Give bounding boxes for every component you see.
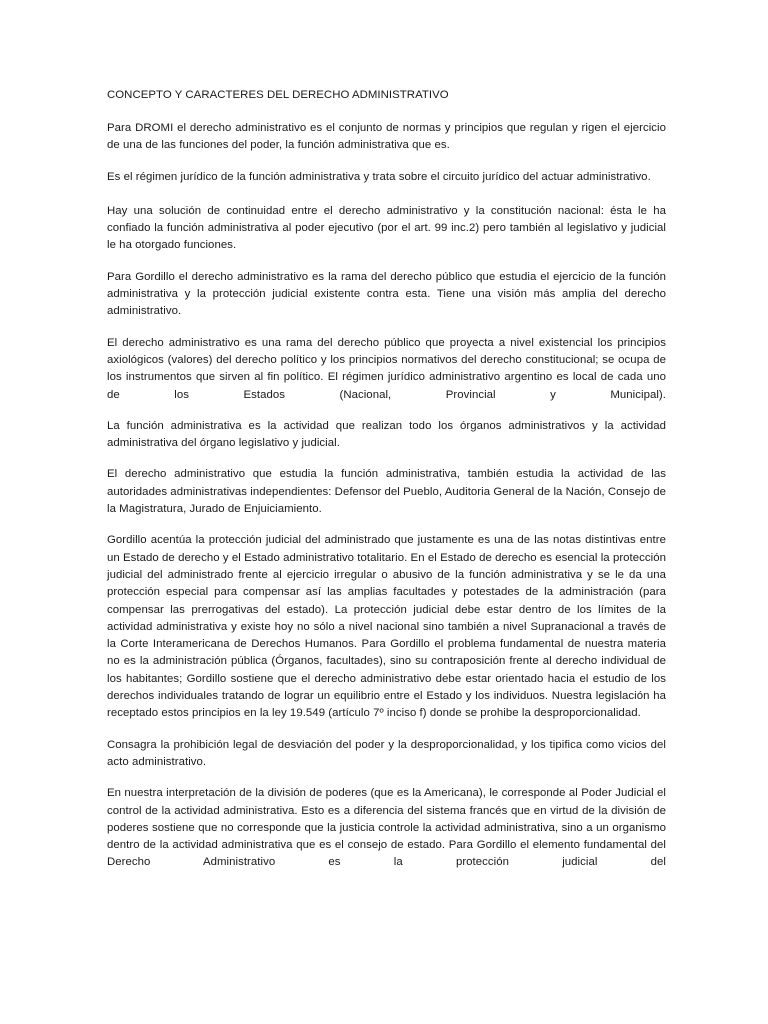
paragraph-dromi-definition: Para DROMI el derecho administrativo es el conjunto de normas y principios que regulan y rigen el ejercicio de una de las funciones del poder, la función administrativa que es. [107,122,666,152]
paragraph-gordillo-definition: Para Gordillo el derecho administrativo es la rama del derecho público que estudia el ejercicio de la función administrativa y la protección judicial existente contra esta. Tiene una visión más amplia del derecho administrativo. [107,270,666,318]
paragraph-regimen-juridico: Es el régimen jurídico de la función administrativa y trata sobre el circuito jurídico del actuar administrativo. [107,170,651,183]
paragraph-funcion-administrativa: La función administrativa es la actividad que realizan todo los órganos administrativos y la actividad administrativa del órgano legislativo y judicial. [107,419,666,450]
paragraph-autoridades-independientes: El derecho administrativo que estudia la función administrativa, también estudia la actividad de las autoridades administrativas independientes: Defensor del Pueblo, Auditoria General de la Nación, Consejo de la Magistratura, Jurado de Enjuiciamiento. [107,468,666,516]
paragraph-desviacion-poder: Consagra la prohibición legal de desviación del poder y la desproporcionalidad, y los tipifica como vicios del acto administrativo. [107,738,666,768]
paragraph-rama-derecho-publico: El derecho administrativo es una rama del derecho público que proyecta a nivel existencial los principios axiológicos (valores) del derecho político y los principios normativos del derecho constitucional; se ocupa de los instrumentos que sirven al fin político. El régimen jurídico administrativo argentino es local de cada uno de los Estados (Nacional, Provincial y Municipal). [107,336,666,401]
paragraph-proteccion-judicial: Gordillo acentúa la protección judicial del administrado que justamente es una de las notas distintivas entre un Estado de derecho y el Estado administrativo totalitario. En el Estado de derecho es esencial la protección judicial del administrado frente al ejercicio irregular o abusivo de la función administrativa y se le da una protección especial para compensar así las amplias facultades y potestades de la administración (para compensar las prerrogativas del estado). La protección judicial debe estar dentro de los límites de la actividad administrativa y existe hoy no sólo a nivel nacional sino también a nivel Supranacional a través de la Corte Interamericana de Derechos Humanos. Para Gordillo el problema fundamental de nuestra materia no es la administración pública (Órganos, facultades), sino su contraposición frente al derecho individual de los habitantes; Gordillo sostiene que el derecho administrativo debe estar orientado hacia el estudio de los derechos individuales tratando de lograr un equilibrio entre el Estado y los individuos. Nuestra legislación ha receptado estos principios en la ley 19.549 (artículo 7º inciso f) donde se prohibe la desproporcionalidad. [107,534,666,720]
document-title: CONCEPTO Y CARACTERES DEL DERECHO ADMINISTRATIVO [107,89,449,101]
paragraph-division-poderes: En nuestra interpretación de la división de poderes (que es la Americana), le corresponde al Poder Judicial el control de la actividad administrativa. Esto es a diferencia del sistema francés que en virtud de la división de poderes sostiene que no corresponde que la justicia controle la actividad administrativa, sino a un organismo dentro de la actividad administrativa que es el consejo de estado. Para Gordillo el elemento fundamental del Derecho Administrativo es la protección judicial del [107,787,666,869]
paragraph-continuidad-constitucion: Hay una solución de continuidad entre el derecho administrativo y la constitución nacional: ésta le ha confiado la función administrativa al poder ejecutivo (por el art. 99 inc.2) pero también al legislativo y judicial le ha otorgado funciones. [107,204,666,252]
